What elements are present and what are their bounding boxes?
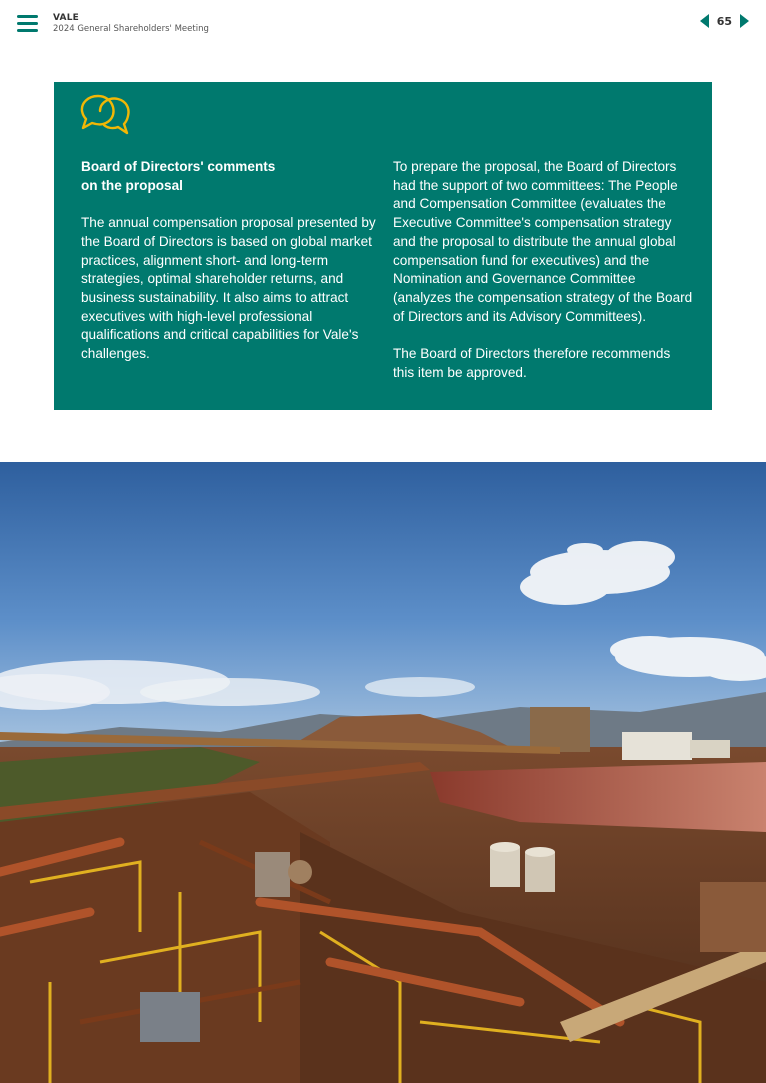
comments-title-line1: Board of Directors' comments bbox=[81, 159, 276, 174]
comments-title bbox=[81, 158, 379, 195]
left-paragraph: The annual compensation proposal presented by the Board of Directors is based on global market practices, alignment short- and long-term strategies, optimal shareholder returns, and business sustainability. It also aims to attract executives with high-level professional qualifications and critical capabilities for Vale's challenges. bbox=[81, 215, 376, 362]
chevron-left-icon[interactable] bbox=[700, 14, 709, 28]
right-paragraph-1: To prepare the proposal, the Board of Directors had the support of two committees: The People and Compensation Committee (evaluates the Executive Committee's compensation strategy and the proposal to distribute the annual global compensation fund for executives) and the Nomination and Governance Committee (analyzes the compensation strategy of the Board of Directors and its Advisory Committees). bbox=[393, 159, 693, 324]
board-comments-box bbox=[54, 82, 712, 410]
left-column bbox=[81, 158, 379, 364]
chevron-right-icon[interactable] bbox=[740, 14, 749, 28]
page-number: 65 bbox=[716, 14, 732, 28]
brand-block bbox=[53, 13, 209, 35]
photo-illustration bbox=[0, 462, 766, 1083]
menu-icon[interactable] bbox=[17, 15, 38, 32]
page-navigation bbox=[700, 14, 749, 28]
comments-title-line2: on the proposal bbox=[81, 177, 183, 193]
right-column bbox=[393, 158, 693, 382]
document-subtitle: 2024 General Shareholders' Meeting bbox=[53, 24, 209, 34]
brand-name: VALE bbox=[53, 13, 80, 23]
chat-bubbles-icon bbox=[80, 93, 132, 141]
right-paragraph-2: The Board of Directors therefore recommends this item be approved. bbox=[393, 346, 671, 380]
mining-plant-photo bbox=[0, 462, 766, 1083]
